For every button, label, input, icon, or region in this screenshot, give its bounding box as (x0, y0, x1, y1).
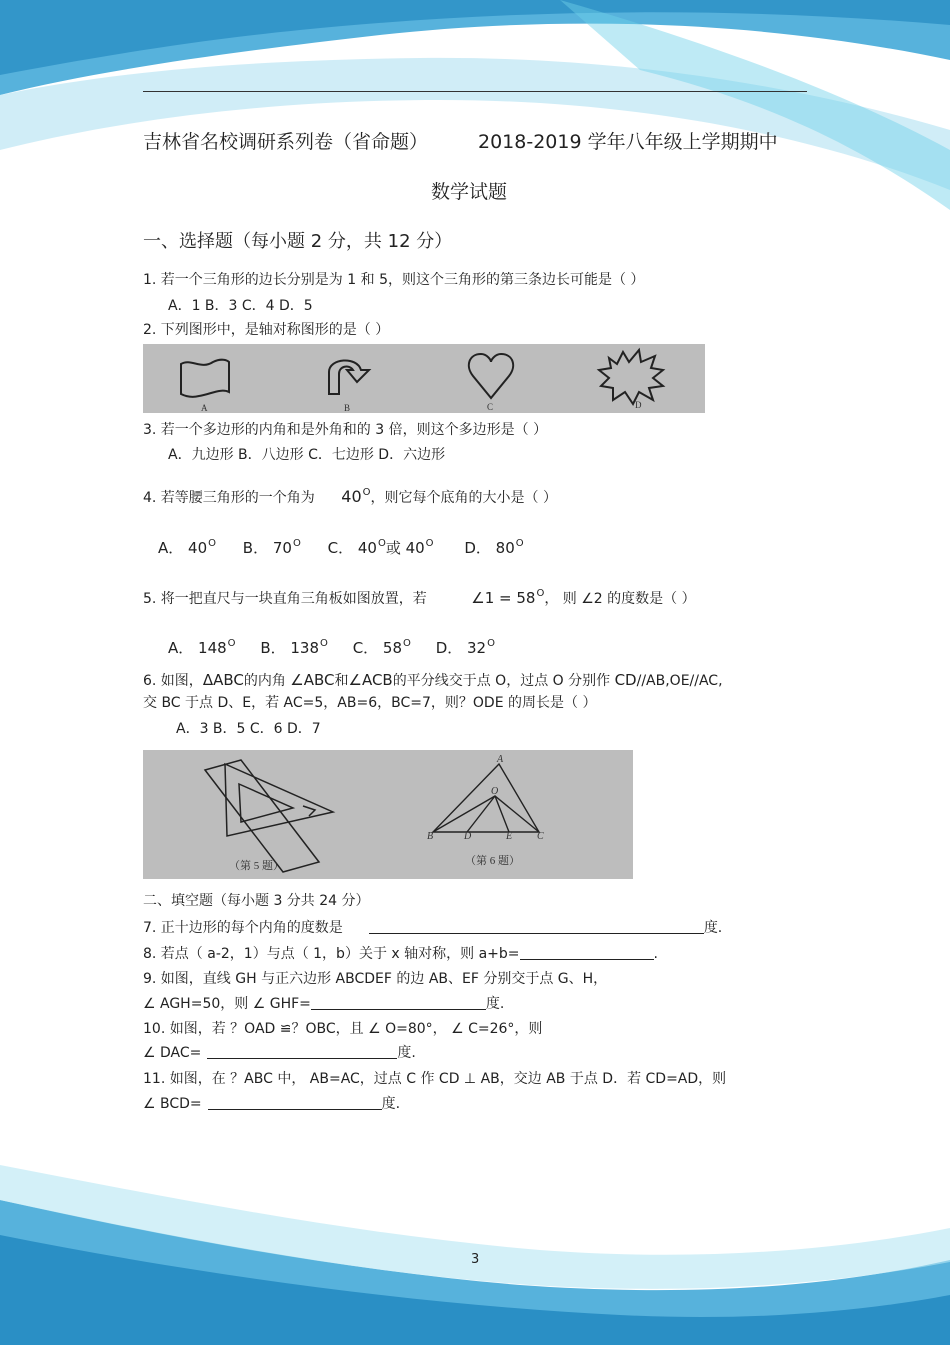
figure-label-c: C (487, 402, 494, 412)
exam-subtitle: 数学试题 (431, 181, 508, 203)
explosion-shape-d (599, 350, 663, 404)
question-4-option-a: A． $40^O$ (158, 538, 216, 557)
question-2-figure-shapes (143, 344, 705, 413)
question-2-figure (143, 344, 705, 413)
answer-blank-7[interactable] (369, 921, 704, 934)
question-11-line-1: 11. 如图，在 ？ABC 中， AB=AC，过点 C 作 CD ⊥ AB，交边 AB 于点 D．若 CD=AD，则 (143, 1071, 727, 1087)
question-5-stem-tail: ， 则 ∠2 的度数是（ ） (544, 591, 696, 607)
point-label-b: B (427, 831, 434, 842)
question-5-6-figure-drawing (143, 750, 633, 879)
degree-symbol: O (362, 487, 371, 498)
question-10-line-2: ∠ DAC= 度. (143, 1045, 416, 1061)
question-5-options (168, 635, 495, 657)
question-4-stem-text: 4. 若等腰三角形的一个角为 (143, 490, 315, 506)
question-6-line-1: 6. 如图，ΔABC的内角 ∠ABC和∠ACB的平分线交于点 O，过点 O 分别作 CD//AB,OE//AC, (143, 671, 723, 689)
curved-arrow-shape-b (329, 360, 369, 394)
figure-label-a: A (201, 403, 208, 413)
question-4-options (158, 535, 524, 557)
question-8: 8. 若点（ a-2，1）与点（ 1，b）关于 x 轴对称，则 a+b= . (143, 946, 658, 962)
point-label-a: A (497, 754, 504, 765)
page-number: 3 (471, 1252, 480, 1267)
figure-5-caption: （第 5 题） (229, 860, 284, 872)
question-5-option-c: C． $58^O$ (352, 638, 411, 657)
point-label-c: C (537, 831, 544, 842)
question-11-line-2: ∠ BCD= 度. (143, 1096, 401, 1112)
flag-shape-a (181, 360, 229, 397)
section-heading-fill-in: 二、填空题（每小题 3 分共 24 分） (143, 893, 370, 909)
question-5-angle: ∠1 = $58^O$ (471, 588, 545, 607)
question-5-option-b: B． $138^O$ (260, 638, 328, 657)
heart-shape-c (469, 354, 513, 398)
question-3-stem: 3. 若一个多边形的内角和是外角和的 3 倍，则这个多边形是（ ） (143, 422, 548, 438)
header-rule (143, 91, 807, 92)
question-4-option-d: D． $80^O$ (464, 538, 524, 557)
question-7: 7. 正十边形的每个内角的度数是 度. (143, 920, 723, 936)
question-5-6-figures (143, 750, 633, 879)
exam-title-left: 吉林省名校调研系列卷（省命题） (143, 131, 429, 153)
question-5-stem (143, 585, 696, 608)
question-9-line-2: ∠ AGH=50，则 ∠ GHF= 度. (143, 996, 505, 1012)
question-5-stem-text: 5. 将一把直尺与一块直角三角板如图放置，若 (143, 591, 427, 607)
point-label-e: E (506, 831, 513, 842)
question-10-line-1: 10. 如图，若 ？OAD ≌？OBC，且 ∠ O=80°， ∠ C=26°，则 (143, 1021, 543, 1037)
question-4-angle-value: 40 (341, 487, 362, 506)
question-6-options: A．3 B．5 C．6 D．7 (176, 721, 321, 737)
section-heading-choice: 一、选择题（每小题 2 分，共 12 分） (143, 231, 453, 252)
question-2-stem: 2. 下列图形中，是轴对称图形的是（ ） (143, 322, 390, 338)
figure-6-labels (427, 754, 544, 842)
figure-label-b: B (344, 403, 351, 413)
question-4-stem (143, 484, 557, 507)
answer-blank-10[interactable] (207, 1046, 397, 1059)
answer-blank-11[interactable] (208, 1097, 382, 1110)
question-5-option-a: A． $148^O$ (168, 638, 236, 657)
point-label-o: O (491, 786, 499, 797)
question-4-option-c: C． $40^O$或 $40^O$ (327, 538, 434, 557)
question-4-stem-tail: ，则它每个底角的大小是（ ） (370, 490, 557, 506)
exam-title-right: 2018-2019 学年八年级上学期期中 (478, 131, 778, 153)
question-5-option-d: D． $32^O$ (435, 638, 495, 657)
triangle-abc-figure (433, 764, 539, 832)
question-3-options: A．九边形 B．八边形 C．七边形 D．六边形 (168, 447, 446, 463)
question-4-option-b: B． $70^O$ (242, 538, 301, 557)
answer-blank-9[interactable] (311, 997, 486, 1010)
ruler-and-triangle-figure (205, 760, 333, 872)
question-6-line-2: 交 BC 于点 D、E，若 AC=5，AB=6，BC=7，则？ODE 的周长是（ ） (143, 695, 597, 711)
question-1-options: A．1 B．3 C．4 D．5 (168, 298, 313, 314)
point-label-d: D (464, 831, 472, 842)
question-1-stem: 1. 若一个三角形的边长分别是为 1 和 5，则这个三角形的第三条边长可能是（ ） (143, 272, 645, 288)
figure-label-d: D (635, 400, 642, 410)
answer-blank-8[interactable] (520, 947, 654, 960)
figure-6-caption: （第 6 题） (465, 855, 520, 867)
question-4-angle (341, 487, 370, 506)
question-9-line-1: 9. 如图，直线 GH 与正六边形 ABCDEF 的边 AB、EF 分别交于点 G、H， (143, 971, 608, 987)
